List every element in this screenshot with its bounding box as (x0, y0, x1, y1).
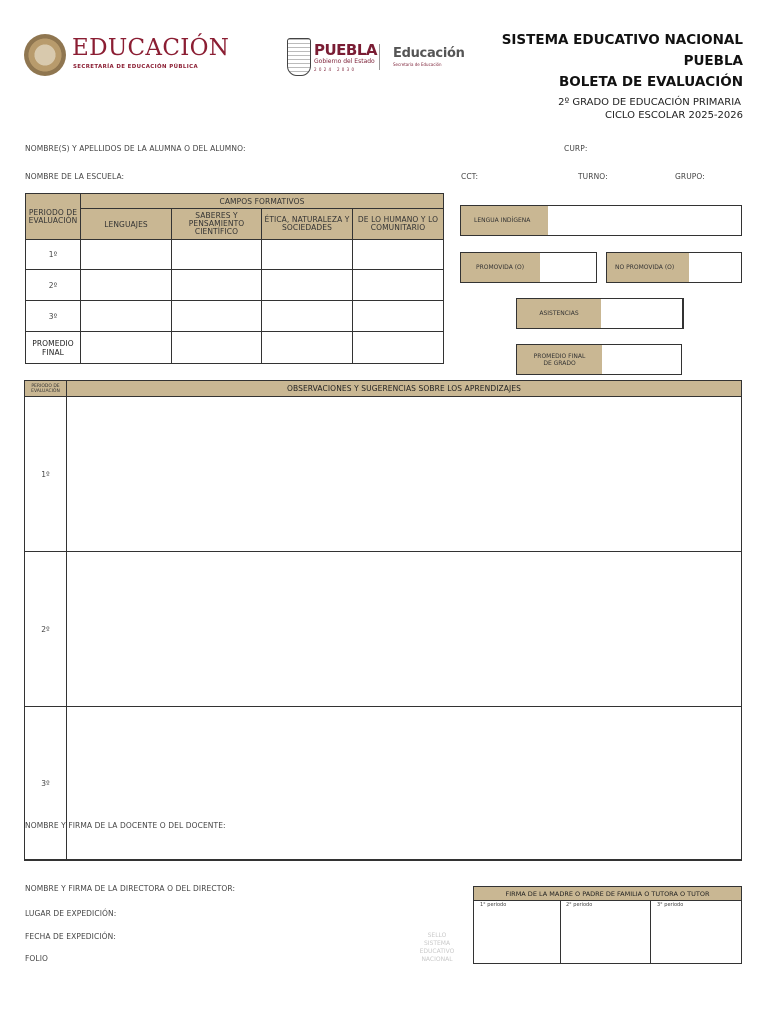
grades-row-label: 3º (25, 300, 81, 332)
parent-signature-cell-3[interactable] (650, 900, 742, 964)
asistencias-field[interactable] (516, 298, 684, 329)
lengua-indigena-label: LENGUA INDÍGENA (461, 206, 548, 235)
student-name-label: NOMBRE(S) Y APELLIDOS DE LA ALUMNA O DEL ALUMNO: (25, 144, 246, 153)
obs-header: OBSERVACIONES Y SUGERENCIAS SOBRE LOS APRENDIZAJES (66, 380, 742, 397)
observations-table (24, 380, 742, 861)
grades-row-label: 2º (25, 269, 81, 301)
obs-field-3[interactable] (66, 706, 742, 861)
grade-cell[interactable] (171, 300, 262, 332)
grades-row-label: 1º (25, 239, 81, 270)
title-state: PUEBLA (683, 53, 743, 69)
promedio-final-grado-field[interactable] (516, 344, 682, 375)
parent-signature-table (473, 886, 742, 964)
parent-signature-cell-2[interactable] (560, 900, 651, 964)
grade-cell[interactable] (352, 239, 444, 270)
col-saberes: SABERES Y PENSAMIENTO CIENTÍFICO (171, 208, 262, 240)
folio-label: FOLIO (25, 954, 49, 963)
grade-cell[interactable] (171, 269, 262, 301)
title-sistema: SISTEMA EDUCATIVO NACIONAL (501, 32, 743, 48)
promovida-field[interactable] (460, 252, 597, 283)
obs-row-label: 3º (24, 706, 67, 861)
sep-logo-title: EDUCACIÓN (72, 35, 230, 61)
sep-logo (24, 33, 230, 79)
puebla-shield-icon (287, 38, 311, 76)
period-label: 2° periodo (566, 902, 593, 908)
grade-cell[interactable] (80, 269, 172, 301)
obs-field-1[interactable] (66, 396, 742, 552)
grades-table (25, 193, 444, 364)
sep-logo-subtitle: SECRETARÍA DE EDUCACIÓN PÚBLICA (73, 64, 199, 70)
grade-cell[interactable] (352, 269, 444, 301)
cct-label: CCT: (461, 172, 479, 181)
asistencias-label: ASISTENCIAS (517, 299, 601, 328)
parent-signature-cell-1[interactable] (473, 900, 561, 964)
obs-row-label: 2º (24, 551, 67, 707)
puebla-logo-gobierno: Gobierno del Estado (314, 58, 375, 65)
obs-field-2[interactable] (66, 551, 742, 707)
puebla-education-subtitle: Secretaría de Educación (393, 62, 442, 67)
puebla-logo-name: PUEBLA (314, 41, 378, 59)
teacher-signature-label: NOMBRE Y FIRMA DE LA DOCENTE O DEL DOCENTE: (25, 821, 226, 830)
col-etica: ÉTICA, NATURALEZA Y SOCIEDADES (261, 208, 353, 240)
promedio-final-grado-label: PROMEDIO FINAL DE GRADO (517, 345, 602, 374)
period-label: 3° periodo (657, 902, 684, 908)
title-boleta: BOLETA DE EVALUACIÓN (558, 74, 743, 90)
no-promovida-field[interactable] (606, 252, 742, 283)
grade-cell[interactable] (261, 300, 353, 332)
turno-label: TURNO: (578, 172, 608, 181)
sello-placeholder: SELLO SISTEMA EDUCATIVO NACIONAL (419, 932, 455, 963)
grade-cell[interactable] (171, 331, 262, 364)
cycle-text: CICLO ESCOLAR 2025-2026 (605, 110, 743, 121)
obs-period-header: PERIODO DE EVALUACIÓN (24, 380, 67, 397)
fecha-expedicion-label: FECHA DE EXPEDICIÓN: (25, 932, 116, 941)
lugar-expedicion-label: LUGAR DE EXPEDICIÓN: (25, 909, 117, 918)
puebla-logo-years: 2024 2030 (314, 67, 357, 72)
grade-cell[interactable] (80, 300, 172, 332)
grade-cell[interactable] (352, 331, 444, 364)
grade-cell[interactable] (80, 239, 172, 270)
col-humano: DE LO HUMANO Y LO COMUNITARIO (352, 208, 444, 240)
grupo-label: GRUPO: (675, 172, 705, 181)
grade-cell[interactable] (261, 331, 353, 364)
puebla-logo (287, 38, 467, 78)
grade-cell[interactable] (80, 331, 172, 364)
curp-label: CURP: (564, 144, 588, 153)
grade-cell[interactable] (352, 300, 444, 332)
school-name-label: NOMBRE DE LA ESCUELA: (25, 172, 125, 181)
grades-period-header: PERIODO DE EVALUACIÓN (25, 193, 81, 240)
national-seal-icon (24, 34, 66, 76)
logo-divider (379, 44, 380, 70)
campos-formativos-header: CAMPOS FORMATIVOS (80, 193, 444, 209)
grade-text: 2º GRADO DE EDUCACIÓN PRIMARIA (558, 97, 741, 108)
col-lenguajes: LENGUAJES (80, 208, 172, 240)
obs-row-label: 1º (24, 396, 67, 552)
period-label: 1° periodo (480, 902, 507, 908)
no-promovida-label: NO PROMOVIDA (O) (607, 253, 689, 282)
puebla-education-logo: Educación (393, 46, 465, 61)
parent-signature-header: FIRMA DE LA MADRE O PADRE DE FAMILIA O TUTORA O TUTOR (473, 886, 742, 901)
director-signature-label: NOMBRE Y FIRMA DE LA DIRECTORA O DEL DIRECTOR: (25, 884, 236, 893)
grades-row-label: PROMEDIO FINAL (25, 331, 81, 364)
promovida-label: PROMOVIDA (O) (461, 253, 540, 282)
grade-cell[interactable] (261, 239, 353, 270)
lengua-indigena-field[interactable] (460, 205, 742, 236)
grade-cell[interactable] (261, 269, 353, 301)
grade-cell[interactable] (171, 239, 262, 270)
